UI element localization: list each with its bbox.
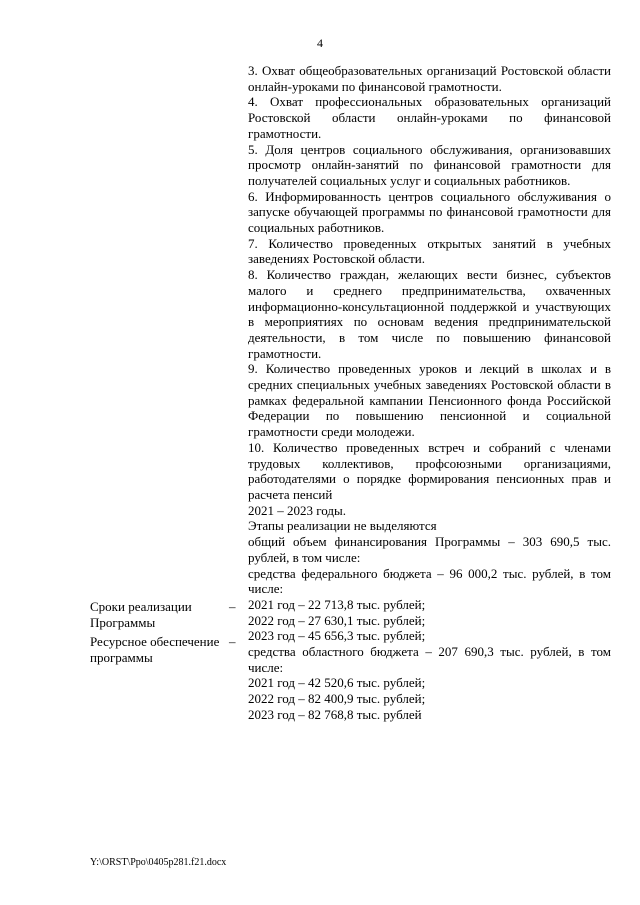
terms-dash: – [229,599,236,614]
resources-regional: средства областного бюджета – 207 690,3 тыс. рублей, в том числе: [248,644,611,675]
indicator-item: 10. Количество проведенных встреч и собраний с членами трудовых коллективов, профсоюзными организациями, работодателями о порядке формирования пенсионных прав и расчета пенсий [248,439,611,502]
indicator-item: 5. Доля центров социального обслуживания, организовавших просмотр онлайн-занятий по финансовой грамотности для получателей социальных услуг и социальных работников. [248,141,611,188]
indicator-item: 8. Количество граждан, желающих вести бизнес, субъектов малого и среднего предпринимательства, охваченных информационно-консультационной поддержкой и участвующих в мероприятиях по основам ведения предпринимательской деятельности, в том числе по повышению финансовой грамотности. [248,267,611,361]
program-content [248,63,611,723]
regional-year-line: 2023 год – 82 768,8 тыс. рублей [248,706,422,722]
federal-year-line: 2021 год – 22 713,8 тыс. рублей; [248,596,426,612]
resources-federal: средства федерального бюджета – 96 000,2 тыс. рублей, в том числе: [248,565,611,597]
page-number: 4 [317,36,323,50]
indicator-item: 3. Охват общеобразовательных организаций Ростовской области онлайн-уроками по финансовой грамотности. [248,63,611,94]
regional-year-line: 2021 год – 42 520,6 тыс. рублей; [248,675,426,691]
terms-stages: Этапы реализации не выделяются [248,518,437,534]
resources-dash: – [229,634,236,649]
indicator-item: 6. Информированность центров социального обслуживания о запуске обучающей программы по финансовой грамотности для социальных работников. [248,188,611,236]
indicator-item: 4. Охват профессиональных образовательных организаций Ростовской области онлайн-уроками по финансовой грамотности. [248,94,611,141]
indicator-item: 7. Количество проведенных открытых занятий в учебных заведениях Ростовской области. [248,235,611,267]
resources-label: Ресурсное обеспечение программы [90,634,220,665]
terms-label: Сроки реализации Программы [90,599,192,630]
terms-years: 2021 – 2023 годы. [248,502,346,518]
indicator-item: 9. Количество проведенных уроков и лекций в школах и в средних специальных учебных заведениях Ростовской области в рамках федеральной кампании Пенсионного фонда Российской Федерации по повышению пенсионной и социальной грамотности среди молодежи. [248,361,611,440]
federal-year-line: 2023 год – 45 656,3 тыс. рублей; [248,628,426,644]
footer-file-path: Y:\ORST\Ppo\0405p281.f21.docx [90,857,227,868]
resources-total: общий объем финансирования Программы – 303 690,5 тыс. рублей, в том числе: [248,534,611,565]
federal-year-line: 2022 год – 27 630,1 тыс. рублей; [248,612,426,628]
regional-year-line: 2022 год – 82 400,9 тыс. рублей; [248,691,426,707]
